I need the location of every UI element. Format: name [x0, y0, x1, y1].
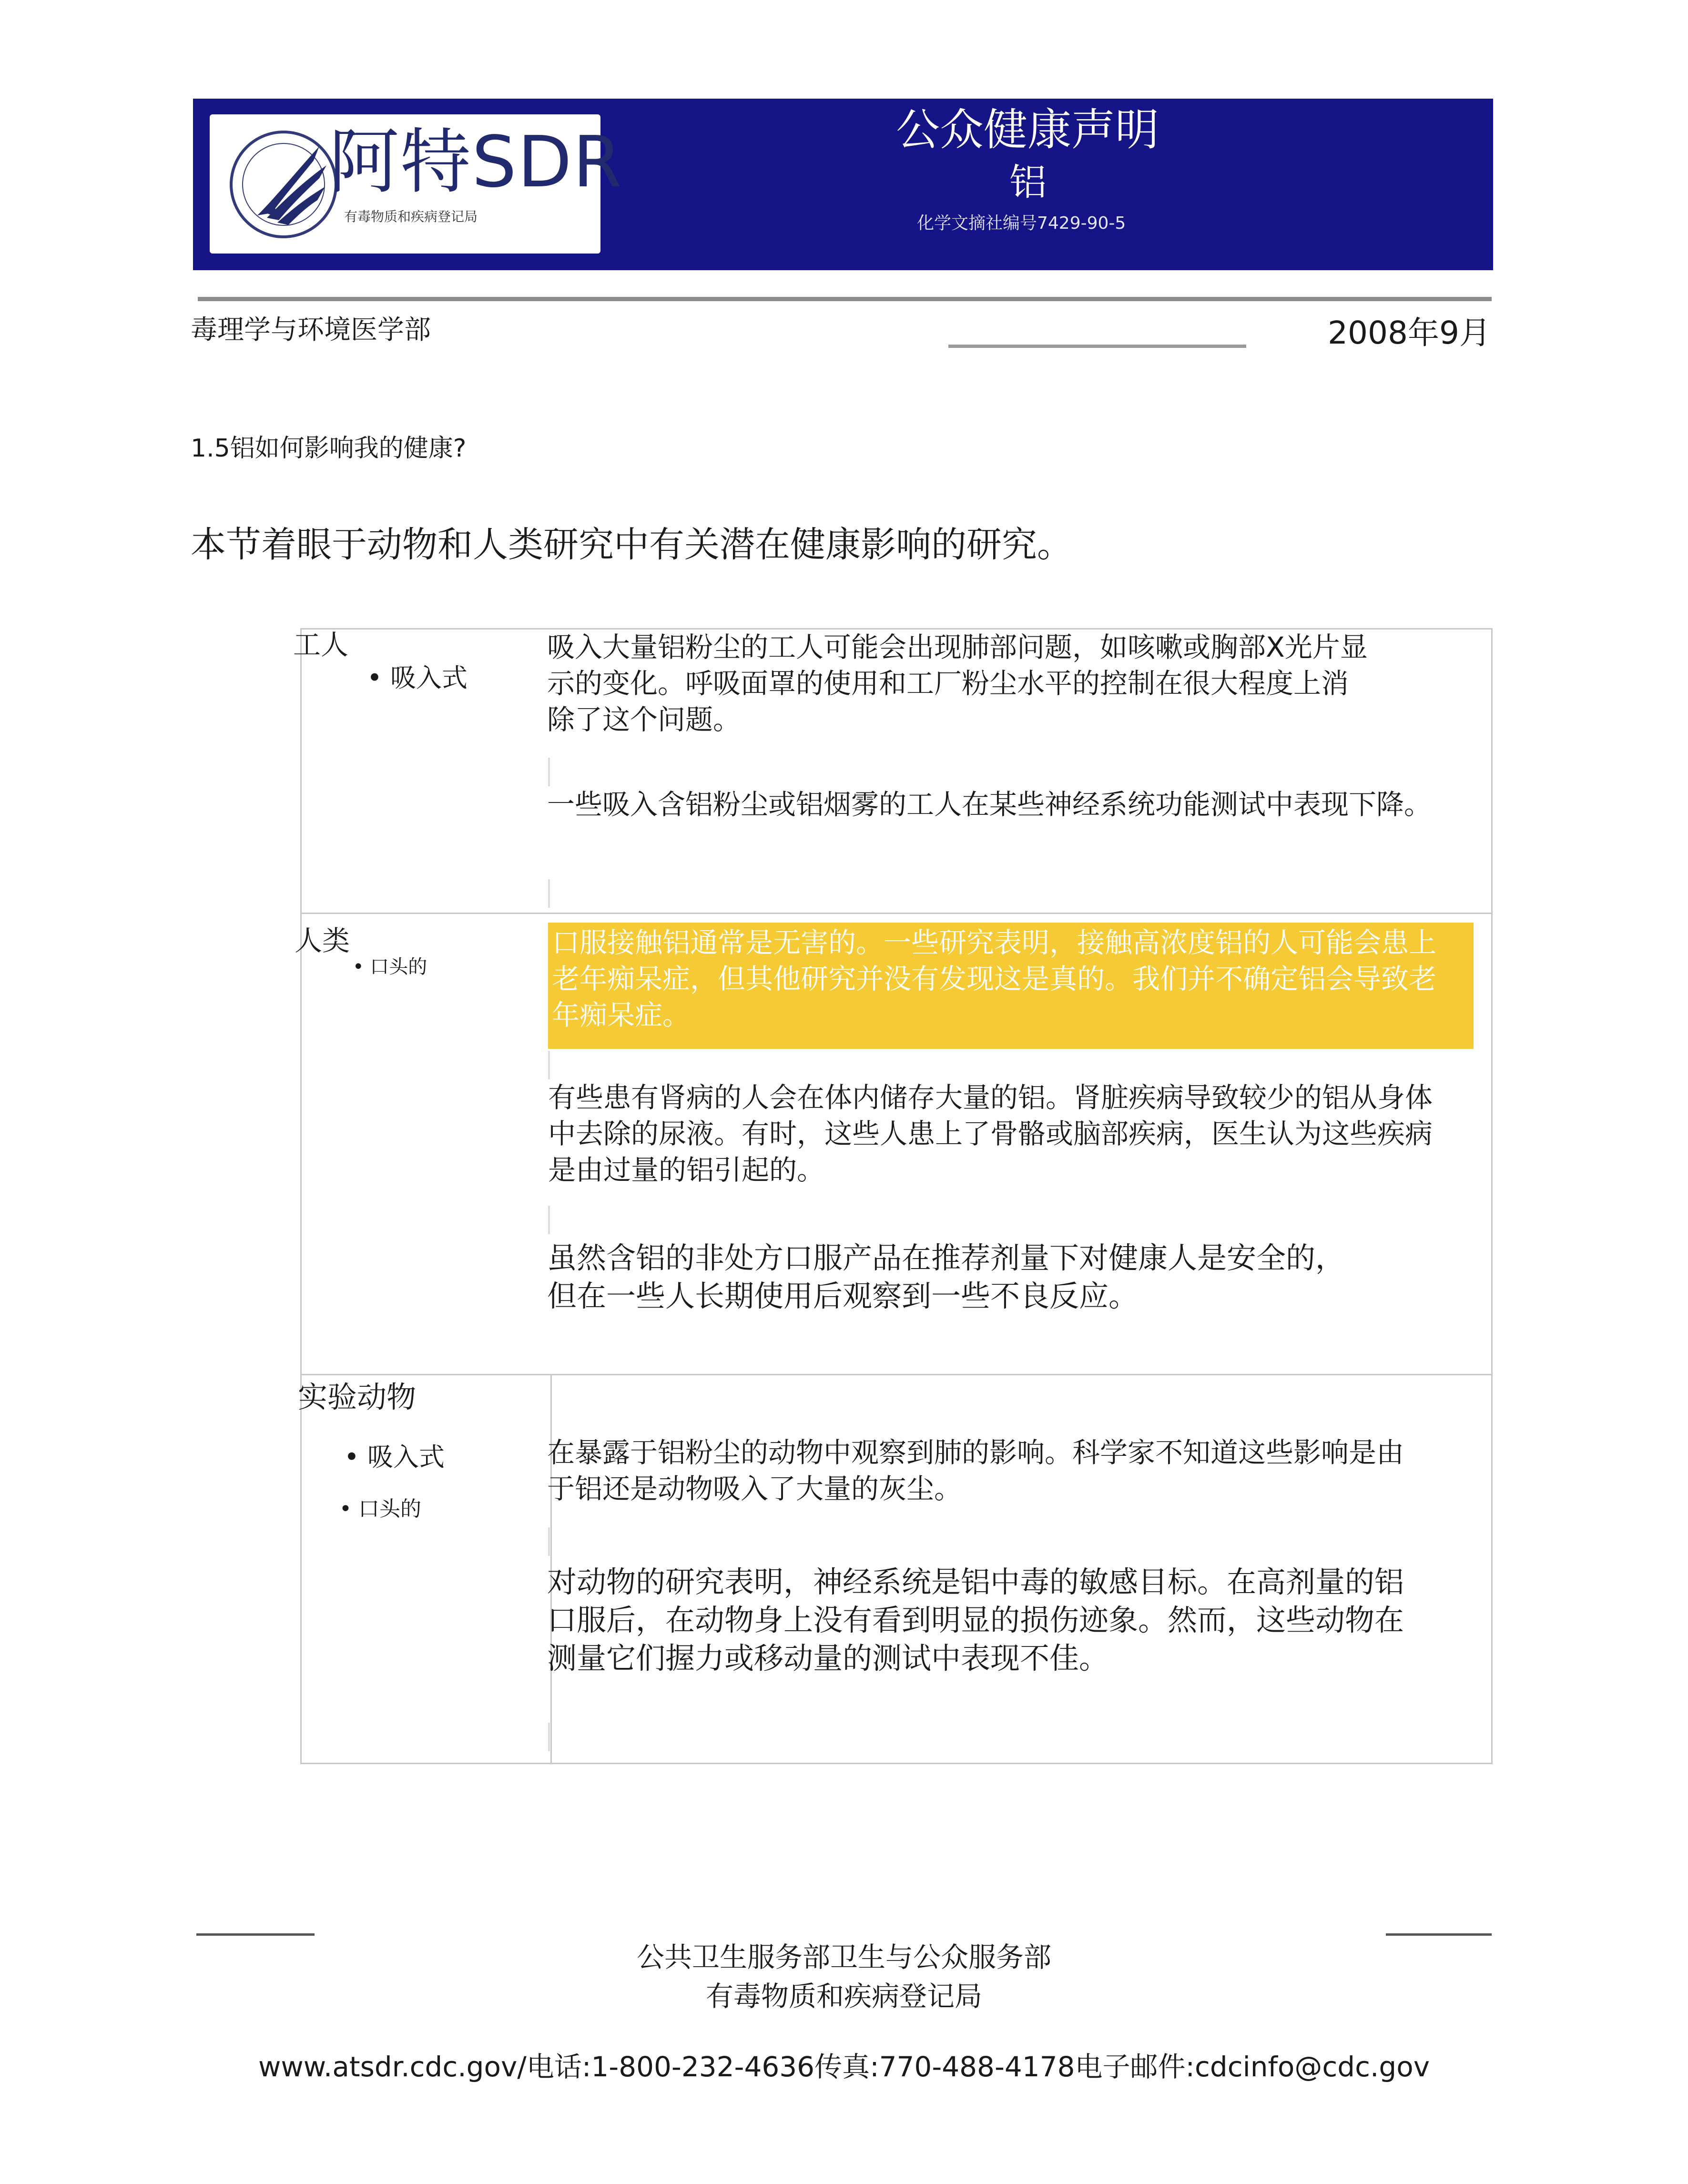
- animals-paragraph-2: [547, 1563, 1404, 1677]
- text-line: 除了这个问题。: [547, 703, 741, 736]
- footer-agency-line-1: 公共卫生服务部卫生与公众服务部: [636, 1941, 1051, 1973]
- paragraph-marker: [548, 758, 550, 786]
- animals-paragraph-1: [547, 1434, 1404, 1507]
- route-label-oral: • 口头的: [339, 1497, 421, 1521]
- text-line: 中去除的尿液。有时，这些人患上了骨骼或脑部疾病，医生认为这些疾病: [548, 1117, 1433, 1150]
- hhs-eagle-seal-icon: [224, 125, 343, 244]
- text-line: 在暴露于铝粉尘的动物中观察到肺的影响。科学家不知道这些影响是由: [547, 1436, 1404, 1469]
- text-line: 口服接触铝通常是无害的。一些研究表明，接触高浓度铝的人可能会患上: [552, 926, 1437, 959]
- paragraph-marker: [548, 1527, 550, 1556]
- text-line: 有些患有肾病的人会在体内储存大量的铝。肾脏疾病导致较少的铝从身体: [548, 1081, 1433, 1114]
- document-subtitle: 铝: [1009, 161, 1047, 204]
- paragraph-marker: [548, 1206, 550, 1234]
- humans-paragraph-2: [548, 1079, 1433, 1188]
- cas-number: 化学文摘社编号7429-90-5: [917, 213, 1126, 233]
- document-title: 公众健康声明: [896, 104, 1159, 155]
- text-line: 是由过量的铝引起的。: [548, 1154, 825, 1186]
- humans-paragraph-1: [552, 924, 1467, 1033]
- logo-text: 阿特SDR: [329, 121, 623, 203]
- route-label-inhalation: • 吸入式: [344, 1442, 445, 1472]
- route-label-inhalation: • 吸入式: [367, 663, 468, 693]
- department-name: 毒理学与环境医学部: [191, 315, 431, 345]
- group-label-humans: 人类: [295, 924, 350, 957]
- workers-paragraph-2: 一些吸入含铝粉尘或铝烟雾的工人在某些神经系统功能测试中表现下降。: [547, 788, 1432, 821]
- header-divider: [198, 297, 1492, 301]
- text-line: 口服后，在动物身上没有看到明显的损伤迹象。然而，这些动物在: [547, 1603, 1404, 1637]
- publication-date: 2008年9月: [1328, 315, 1491, 351]
- section-heading: 1.5铝如何影响我的健康?: [191, 434, 467, 463]
- text-line: 吸入大量铝粉尘的工人可能会出现肺部问题，如咳嗽或胸部X光片显: [547, 631, 1368, 663]
- paragraph-marker: [548, 1723, 550, 1751]
- text-line: 测量它们握力或移动量的测试中表现不佳。: [547, 1641, 1109, 1676]
- route-label-oral: • 口头的: [353, 956, 427, 978]
- group-label-animals: 实验动物: [298, 1380, 417, 1414]
- text-line: 于铝还是动物吸入了大量的灰尘。: [547, 1473, 962, 1505]
- footer-agency-line-2: 有毒物质和疾病登记局: [705, 1980, 982, 2012]
- divider-line: [948, 345, 1246, 348]
- footer-contact-info: www.atsdr.cdc.gov/电话:1-800-232-4636传真:770-488-4178电子邮件:cdcinfo@cdc.gov: [258, 2051, 1430, 2083]
- humans-paragraph-3: [547, 1239, 1345, 1315]
- section-intro: 本节着眼于动物和人类研究中有关潜在健康影响的研究。: [191, 524, 1072, 565]
- paragraph-marker: [548, 879, 550, 908]
- text-line: 但在一些人长期使用后观察到一些不良反应。: [547, 1279, 1139, 1313]
- logo-subtitle: 有毒物质和疾病登记局: [344, 209, 478, 224]
- text-line: 虽然含铝的非处方口服产品在推荐剂量下对健康人是安全的，: [547, 1240, 1345, 1275]
- text-line: 老年痴呆症，但其他研究并没有发现这是真的。我们并不确定铝会导致老: [552, 963, 1437, 995]
- text-line: 年痴呆症。: [552, 999, 691, 1031]
- table-row-divider: [300, 1374, 1493, 1375]
- table-row-divider: [300, 913, 1493, 914]
- text-line: 示的变化。呼吸面罩的使用和工厂粉尘水平的控制在很大程度上消: [547, 667, 1349, 700]
- group-label-workers: 工人: [293, 629, 349, 661]
- paragraph-marker: [548, 1051, 550, 1079]
- workers-paragraph-1: [547, 629, 1368, 738]
- text-line: 对动物的研究表明，神经系统是铝中毒的敏感目标。在高剂量的铝: [547, 1564, 1404, 1599]
